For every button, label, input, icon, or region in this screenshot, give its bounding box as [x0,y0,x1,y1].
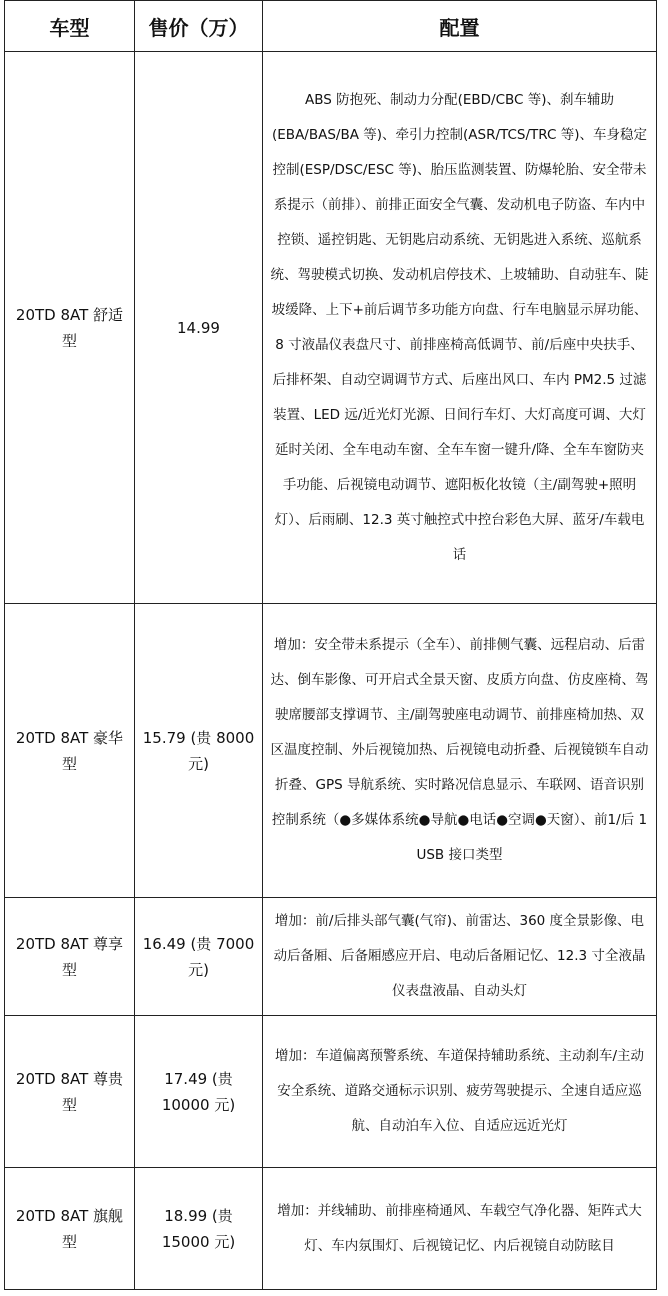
model-cell: 20TD 8AT 尊贵型 [5,1016,135,1168]
header-row [5,1,657,52]
config-cell: 增加：安全带未系提示（全车）、前排侧气囊、远程启动、后雷达、倒车影像、可开启式全景天窗、皮质方向盘、仿皮座椅、驾驶席腰部支撑调节、主/副驾驶座电动调节、前排座椅加热、双区温度控制、外后视镜加热、后视镜电动折叠、后视镜锁车自动折叠、GPS 导航系统、实时路况信息显示、车联网、语音识别控制系统（●多媒体系统●导航●电话●空调●天窗）、前1/后 1 USB 接口类型 [263,604,657,898]
model-cell: 20TD 8AT 舒适型 [5,52,135,604]
config-cell: ABS 防抱死、制动力分配(EBD/CBC 等)、刹车辅助(EBA/BAS/BA 等)、牵引力控制(ASR/TCS/TRC 等)、车身稳定控制(ESP/DSC/ESC 等)、胎压监测装置、防爆轮胎、安全带未系提示（前排）、前排正面安全气囊、发动机电子防盗、车内中控锁、遥控钥匙、无钥匙启动系统、无钥匙进入系统、巡航系统、驾驶模式切换、发动机启停技术、上坡辅助、自动驻车、陡坡缓降、上下+前后调节多功能方向盘、行车电脑显示屏功能、8 寸液晶仪表盘尺寸、前排座椅高低调节、前/后座中央扶手、后排杯架、自动空调调节方式、后座出风口、车内 PM2.5 过滤装置、LED 远/近光灯光源、日间行车灯、大灯高度可调、大灯延时关闭、全车电动车窗、全车车窗一键升/降、全车车窗防夹手功能、后视镜电动调节、遮阳板化妆镜（主/副驾驶+照明灯）、后雨刷、12.3 英寸触控式中控台彩色大屏、蓝牙/车载电话 [263,52,657,604]
model-cell: 20TD 8AT 旗舰型 [5,1168,135,1290]
model-cell: 20TD 8AT 尊享型 [5,898,135,1016]
price-cell: 18.99 (贵 15000 元) [135,1168,263,1290]
header-model: 车型 [5,1,135,52]
price-cell: 17.49 (贵 10000 元) [135,1016,263,1168]
config-cell: 增加：并线辅助、前排座椅通风、车载空气净化器、矩阵式大灯、车内氛围灯、后视镜记忆、内后视镜自动防眩目 [263,1168,657,1290]
table-row [5,52,657,604]
price-cell: 14.99 [135,52,263,604]
trim-price-config-table [4,0,657,1290]
model-cell: 20TD 8AT 豪华型 [5,604,135,898]
config-cell: 增加：车道偏离预警系统、车道保持辅助系统、主动刹车/主动安全系统、道路交通标示识别、疲劳驾驶提示、全速自适应巡航、自动泊车入位、自适应远近光灯 [263,1016,657,1168]
table-row [5,604,657,898]
header-config: 配置 [263,1,657,52]
price-cell: 16.49 (贵 7000 元) [135,898,263,1016]
header-price: 售价（万） [135,1,263,52]
price-cell: 15.79 (贵 8000 元) [135,604,263,898]
table-row [5,1016,657,1168]
table-row [5,1168,657,1290]
table-row [5,898,657,1016]
config-cell: 增加：前/后排头部气囊(气帘)、前雷达、360 度全景影像、电动后备厢、后备厢感应开启、电动后备厢记忆、12.3 寸全液晶仪表盘液晶、自动头灯 [263,898,657,1016]
